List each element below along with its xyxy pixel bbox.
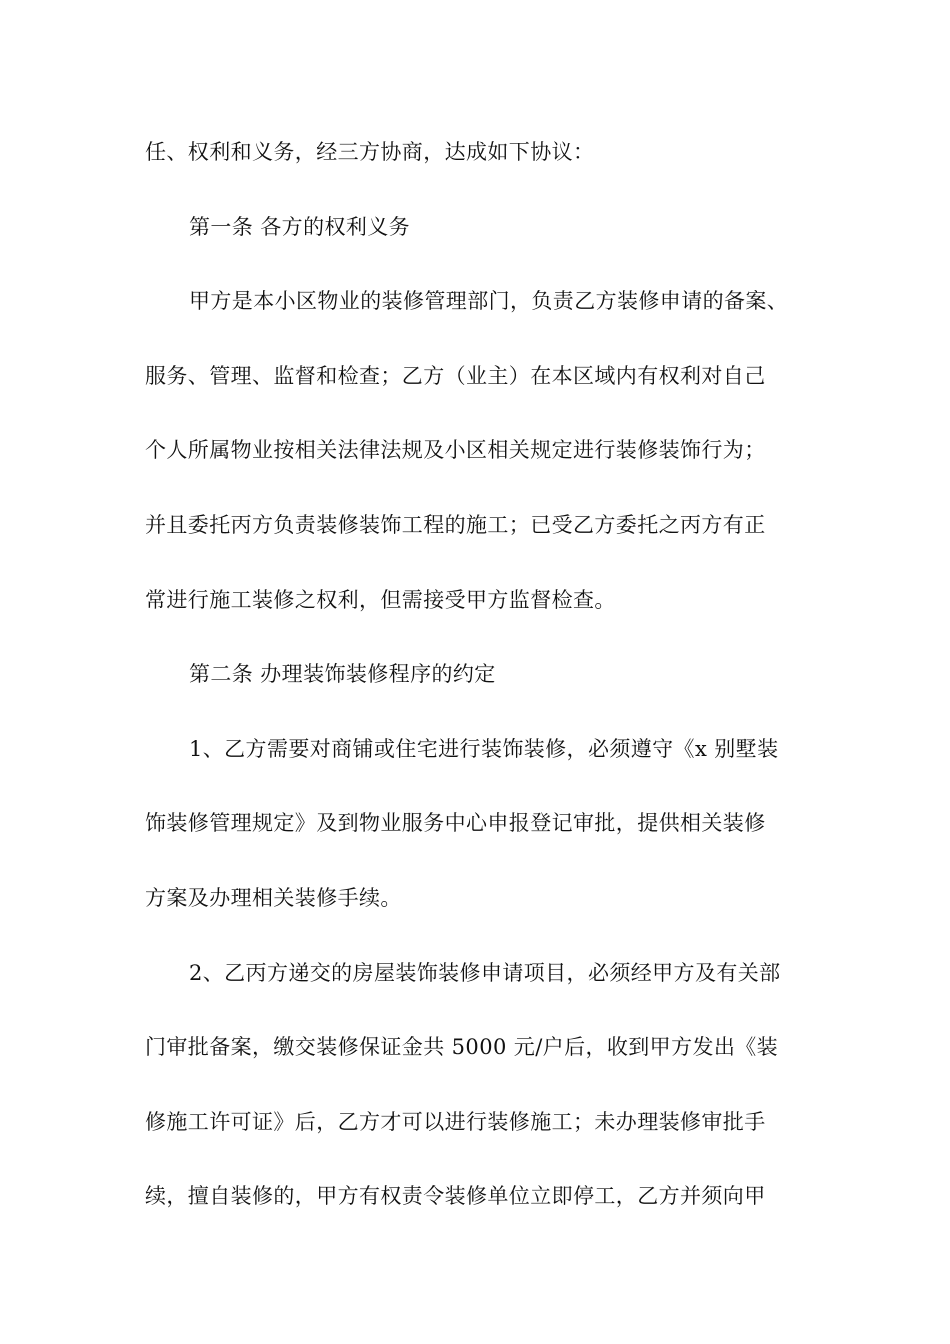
text-line: 服务、管理、监督和检查；乙方（业主）在本区域内有权利对自己 (145, 363, 766, 388)
text-line: 个人所属物业按相关法律法规及小区相关规定进行装修装饰行为； (145, 438, 766, 463)
text-line: 门审批备案，缴交装修保证金共 5000 元/户后，收到甲方发出《装 (145, 1035, 779, 1060)
document-body (145, 128, 810, 1247)
article-heading: 第一条 各方的权利义务 (189, 214, 411, 239)
text-line: 任、权利和义务，经三方协商，达成如下协议： (145, 140, 595, 164)
text-line: 修施工许可证》后，乙方才可以进行装修施工；未办理装修审批手 (145, 1109, 766, 1134)
text-line: 并且委托丙方负责装修装饰工程的施工；已受乙方委托之丙方有正 (145, 512, 766, 537)
text-line: 方案及办理相关装修手续。 (145, 885, 402, 910)
text-line: 甲方是本小区物业的装修管理部门，负责乙方装修申请的备案、 (189, 289, 789, 314)
text-line: 饰装修管理规定》及到物业服务中心申报登记审批，提供相关装修 (145, 811, 766, 836)
text-line: 常进行施工装修之权利，但需接受甲方监督检查。 (145, 587, 616, 612)
text-line: 2、乙丙方递交的房屋装饰装修申请项目，必须经甲方及有关部 (189, 960, 781, 985)
article-heading: 第二条 办理装饰装修程序的约定 (189, 662, 496, 687)
text-line: 续，擅自装修的，甲方有权责令装修单位立即停工，乙方并须向甲 (145, 1184, 766, 1209)
text-line: 1、乙方需要对商铺或住宅进行装饰装修，必须遵守《x 别墅装 (189, 736, 779, 761)
